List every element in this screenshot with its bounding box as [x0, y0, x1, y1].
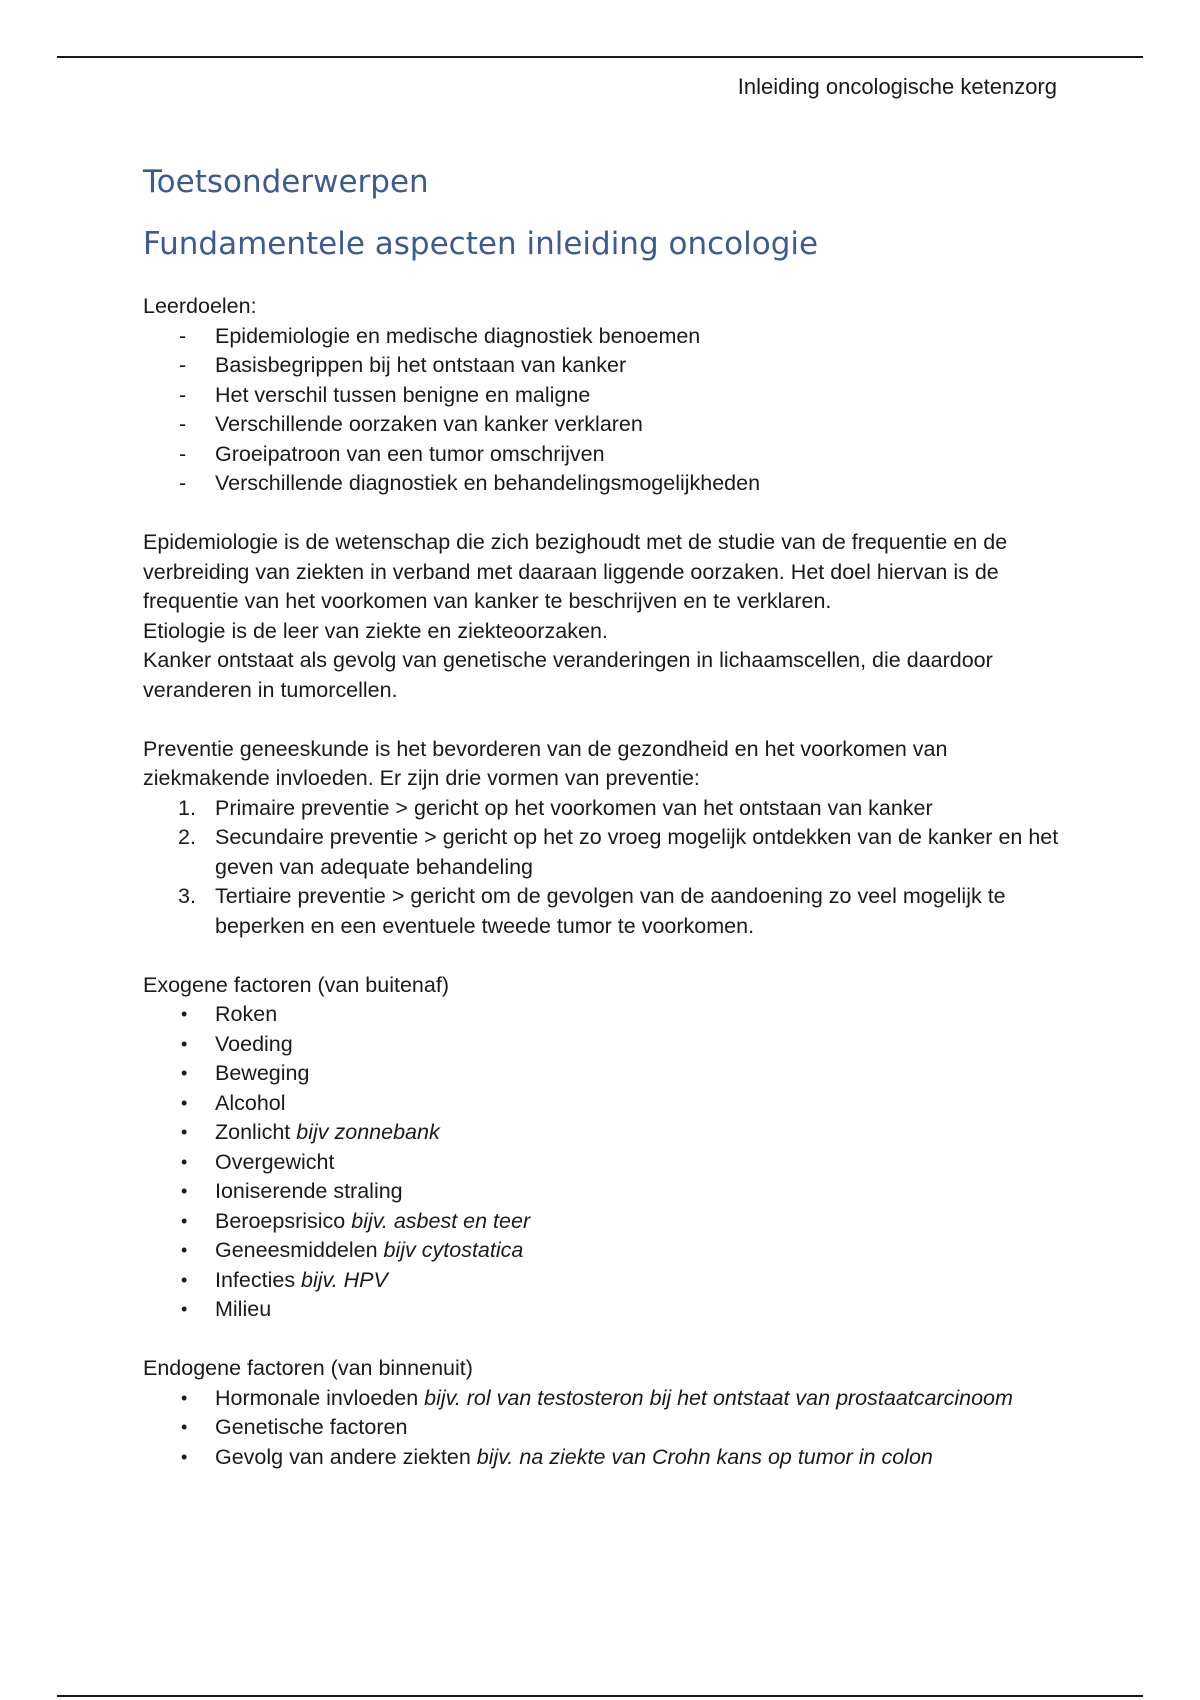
list-item: • Alcohol: [143, 1089, 1063, 1119]
etiologie-paragraph: Etiologie is de leer van ziekte en ziekteoorzaken.: [143, 618, 608, 643]
section-title: Fundamentele aspecten inleiding oncologie: [143, 226, 819, 262]
list-item: • Genetische factoren: [143, 1413, 1063, 1443]
kanker-paragraph: Kanker ontstaat als gevolg van genetische veranderingen in lichaamscellen, die daardoor veranderen in tumorcellen.: [143, 648, 993, 702]
definitions-section: [143, 528, 1063, 705]
header-rule: [57, 56, 1143, 58]
exogene-list: [143, 1000, 1063, 1325]
preventie-intro: Preventie geneeskunde is het bevorderen van de gezondheid en het voorkomen van ziekmakende invloeden. Er zijn drie vormen van preventie:: [143, 736, 948, 790]
preventie-section: [143, 735, 1063, 942]
list-item: • Roken: [143, 1000, 1063, 1030]
endogene-list: [143, 1384, 1063, 1473]
list-item: • Beroepsrisico bijv. asbest en teer: [143, 1207, 1063, 1237]
list-item: - Verschillende oorzaken van kanker verklaren: [143, 410, 1063, 440]
dash-marker: -: [179, 441, 187, 466]
list-item: - Groeipatroon van een tumor omschrijven: [143, 440, 1063, 470]
dash-marker: -: [179, 323, 187, 348]
bullet-icon: •: [181, 1033, 188, 1054]
list-item: • Zonlicht bijv zonnebank: [143, 1118, 1063, 1148]
preventie-list: [143, 794, 1063, 942]
bullet-icon: •: [181, 1269, 188, 1290]
bullet-icon: •: [181, 1299, 188, 1319]
list-item: • Overgewicht: [143, 1148, 1063, 1178]
bullet-icon: •: [181, 1092, 188, 1113]
endogene-section: [143, 1354, 1063, 1472]
number-marker: 3.: [178, 884, 196, 908]
list-item: 2. Secundaire preventie > gericht op het zo vroeg mogelijk ontdekken van de kanker en het geven van adequate behandeling: [178, 825, 1059, 879]
bullet-icon: •: [181, 1151, 188, 1172]
list-item: 1. Primaire preventie > gericht op het voorkomen van het ontstaan van kanker: [143, 794, 1063, 824]
bullet-icon: •: [181, 1387, 188, 1408]
list-item: - Het verschil tussen benigne en maligne: [143, 381, 1063, 411]
number-marker: 2.: [178, 825, 196, 849]
bullet-icon: •: [181, 1004, 188, 1024]
list-item: • Milieu: [143, 1295, 1063, 1325]
list-item: • Geneesmiddelen bijv cytostatica: [143, 1236, 1063, 1266]
epidemiologie-paragraph: Epidemiologie is de wetenschap die zich bezighoudt met de studie van de frequentie en de verbreiding van ziekten in verband met daaraan liggende oorzaken. Het doel hiervan is de frequentie van het voorkomen van kanker te beschrijven en te verklaren.: [143, 530, 1008, 613]
list-item: • Beweging: [143, 1059, 1063, 1089]
list-item: • Infecties bijv. HPV: [143, 1266, 1063, 1296]
dash-marker: -: [179, 353, 187, 377]
leerdoelen-list: [143, 322, 1063, 499]
bullet-icon: •: [181, 1240, 188, 1260]
list-item: • Hormonale invloeden bijv. rol van testosteron bij het ontstaat van prostaatcarcinoom: [143, 1384, 1063, 1414]
bullet-icon: •: [181, 1210, 188, 1231]
list-item: 3. Tertiaire preventie > gericht om de gevolgen van de aandoening zo veel mogelijk te beperken en een eventuele tweede tumor te voorkomen.: [178, 884, 1006, 938]
list-item: • Gevolg van andere ziekten bijv. na ziekte van Crohn kans op tumor in colon: [143, 1443, 1063, 1473]
number-marker: 1.: [178, 795, 196, 820]
bullet-icon: •: [181, 1417, 188, 1437]
bullet-icon: •: [181, 1063, 188, 1083]
page-title: Toetsonderwerpen: [143, 164, 429, 200]
bullet-icon: •: [181, 1181, 188, 1201]
list-item: - Epidemiologie en medische diagnostiek benoemen: [143, 322, 1063, 352]
running-header: Inleiding oncologische ketenzorg: [737, 74, 1057, 99]
leerdoelen-section: [143, 292, 1063, 499]
footer-rule: [57, 1695, 1143, 1697]
bullet-icon: •: [181, 1446, 188, 1467]
list-item: - Verschillende diagnostiek en behandelingsmogelijkheden: [143, 469, 1063, 499]
dash-marker: -: [179, 382, 187, 407]
leerdoelen-label: Leerdoelen:: [143, 294, 257, 318]
exogene-label: Exogene factoren (van buitenaf): [143, 972, 449, 997]
list-item: - Basisbegrippen bij het ontstaan van kanker: [143, 351, 1063, 381]
bullet-icon: •: [181, 1122, 188, 1142]
exogene-section: [143, 971, 1063, 1325]
dash-marker: -: [179, 412, 187, 436]
list-item: • Voeding: [143, 1030, 1063, 1060]
dash-marker: -: [179, 471, 187, 495]
endogene-label: Endogene factoren (van binnenuit): [143, 1356, 473, 1380]
list-item: • Ioniserende straling: [143, 1177, 1063, 1207]
document-body: [143, 160, 1063, 1502]
